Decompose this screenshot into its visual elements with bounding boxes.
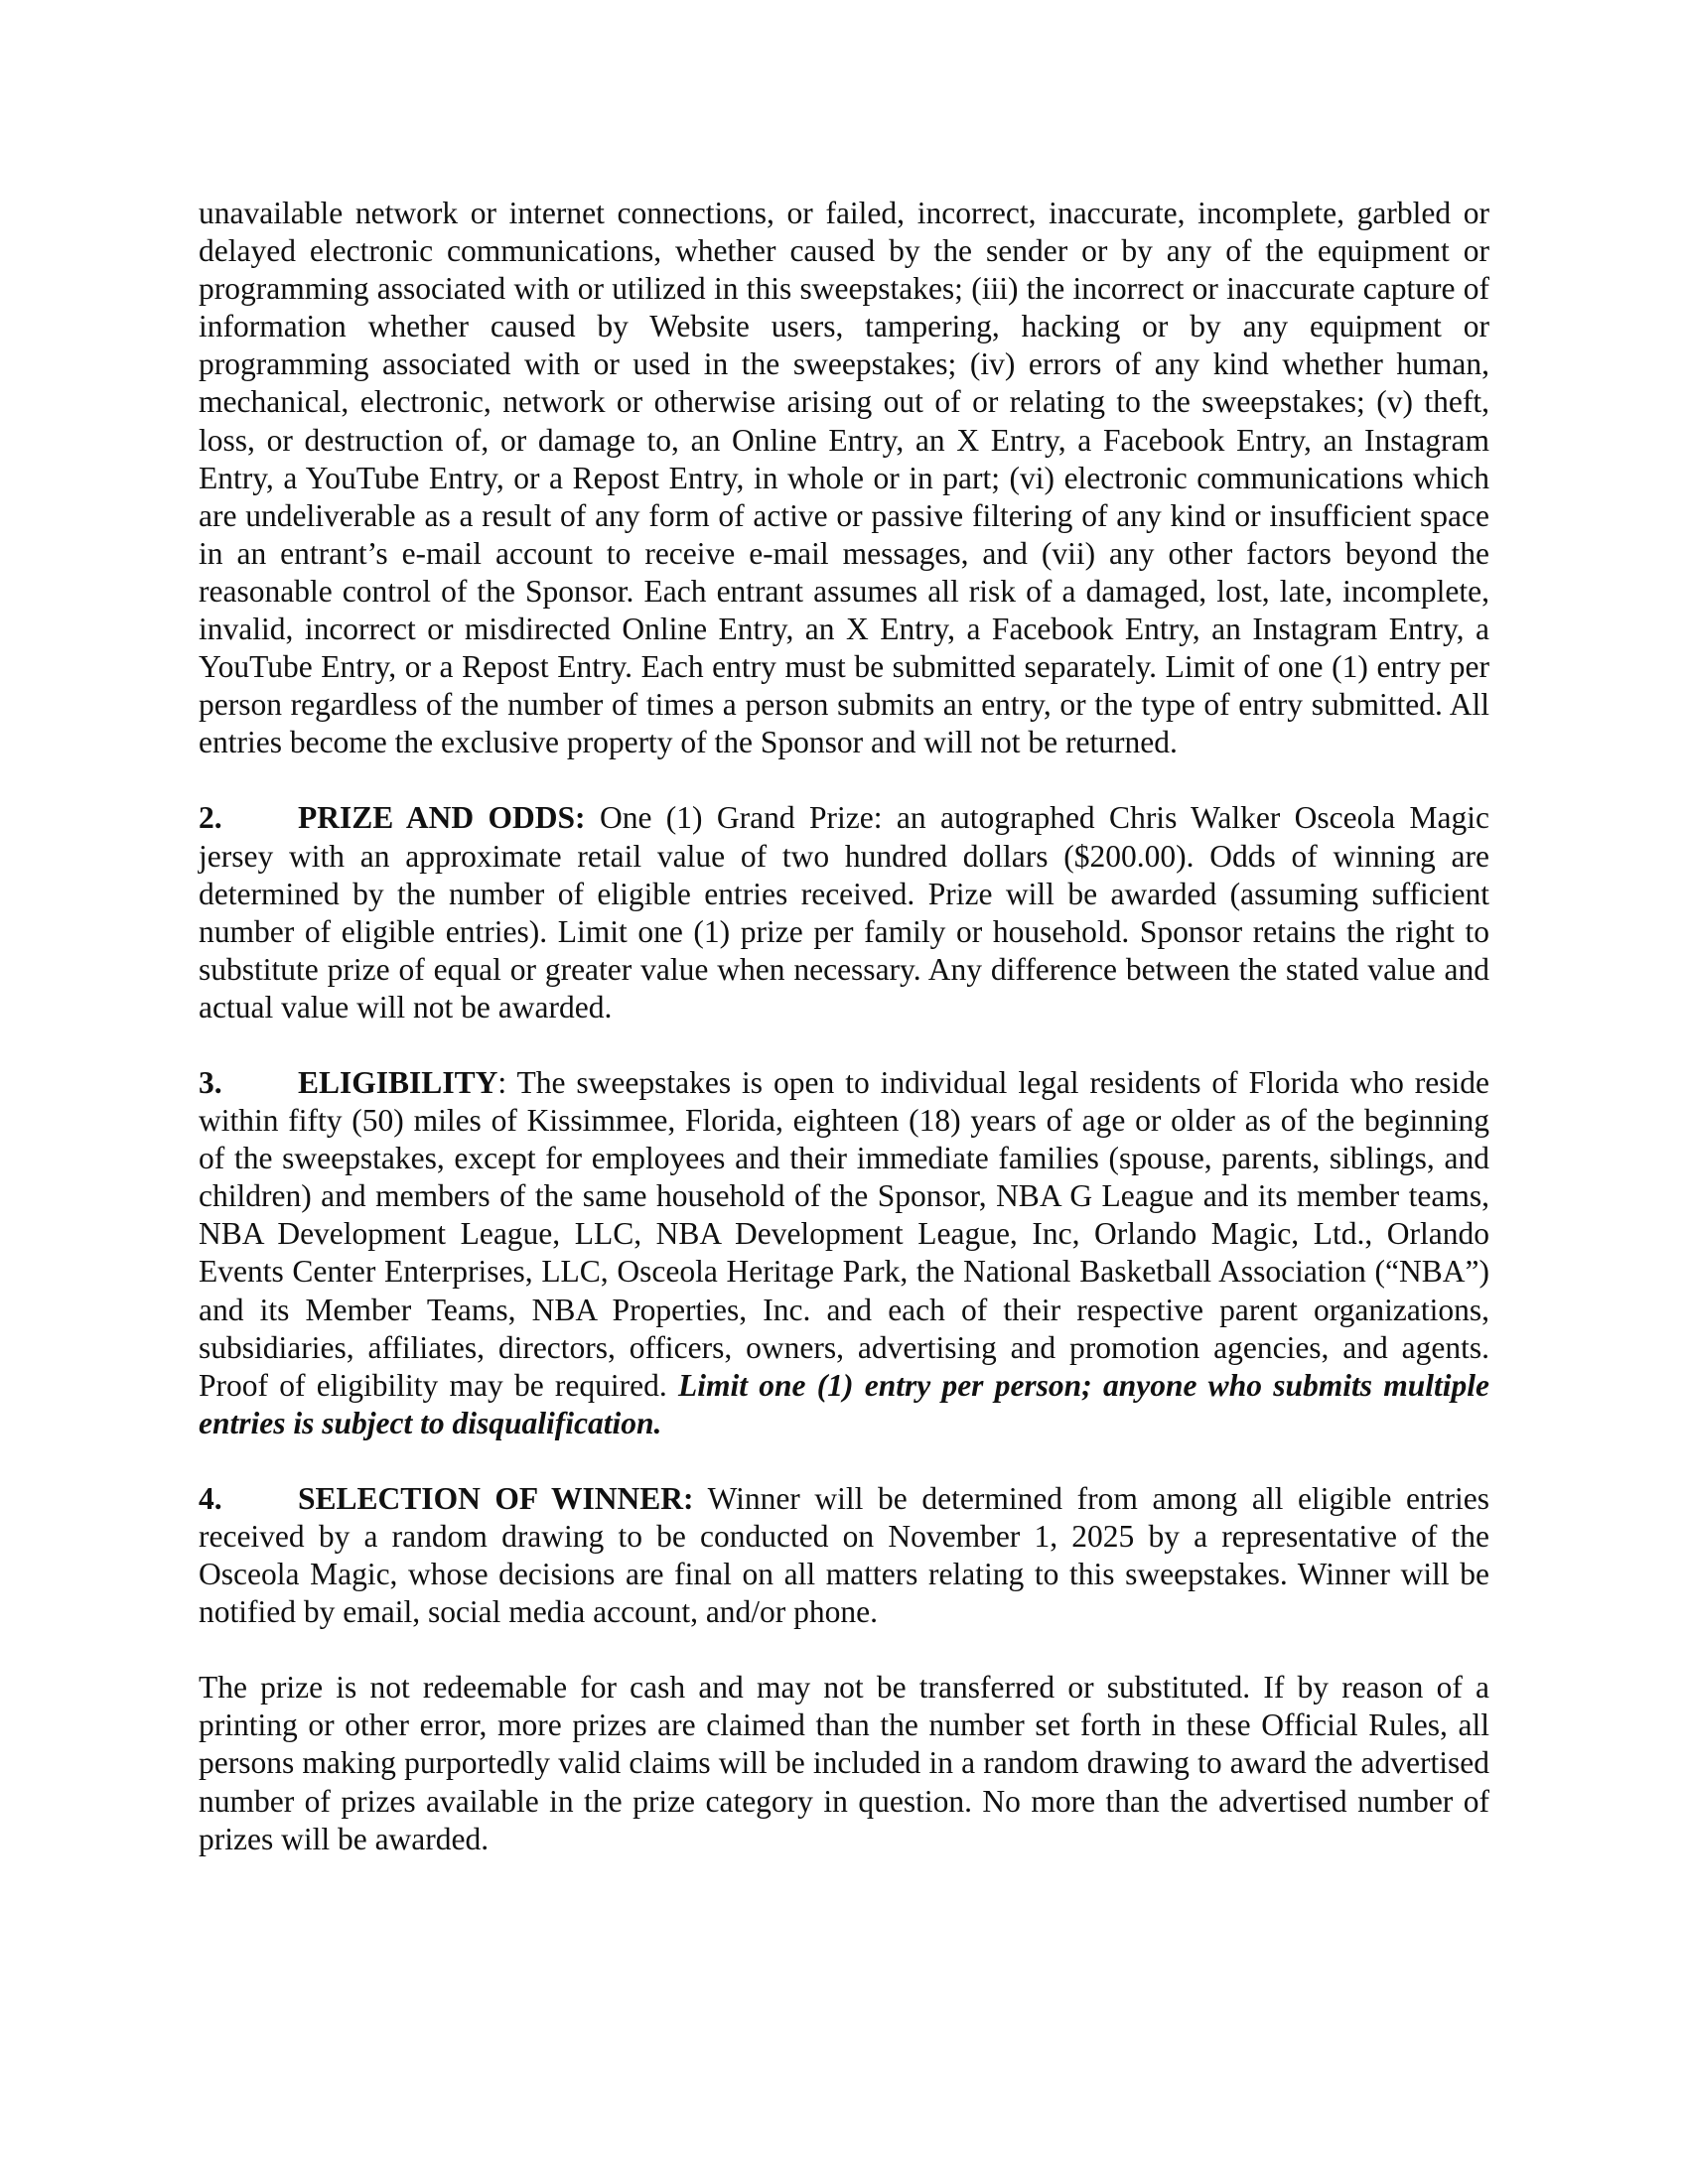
section-body: One (1) Grand Prize: an autographed Chris Walker Osceola Magic jersey with an approximate retail value of two hundred dollars ($200.00). Odds of winning are determined by the number of eligible entries received. Prize will be awarded (assuming sufficient number of eligible entries). Limit one (1) prize per family or household. Sponsor retains the right to substitute prize of equal or greater value when necessary. Any difference between the stated value and actual value will not be awarded. [199, 800, 1489, 1024]
section-number: 4. [199, 1480, 222, 1516]
section-heading: ELIGIBILITY [298, 1064, 498, 1100]
document-page [199, 195, 1489, 1858]
section-heading: PRIZE AND ODDS: [298, 800, 586, 836]
section-prize-and-odds [199, 799, 1489, 1026]
continuation-paragraph [199, 195, 1489, 761]
section-number: 3. [199, 1064, 222, 1100]
section-emphasis: Limit one (1) entry per person; anyone who submits multiple entries is subject to disqualification. [199, 1367, 1490, 1440]
section-number: 2. [199, 800, 222, 836]
section-selection-of-winner [199, 1480, 1489, 1631]
continuation-text: unavailable network or internet connections, or failed, incorrect, inaccurate, incomplete, garbled or delayed electronic communications, whether caused by the sender or by any of the equipment or programming associated with or utilized in this sweepstakes; (iii) the incorrect or inaccurate capture of information whether caused by Website users, tampering, hacking or by any equipment or programming associated with or used in the sweepstakes; (iv) errors of any kind whether human, mechanical, electronic, network or otherwise arising out of or relating to the sweepstakes; (v) theft, loss, or destruction of, or damage to, an Online Entry, an X Entry, a Facebook Entry, an Instagram Entry, a YouTube Entry, or a Repost Entry, in whole or in part; (vi) electronic communications which are undeliverable as a result of any form of active or passive filtering of any kind or insufficient space in an entrant’s e-mail account to receive e-mail messages, and (vii) any other factors beyond the reasonable control of the Sponsor. Each entrant assumes all risk of a damaged, lost, late, incomplete, invalid, incorrect or misdirected Online Entry, an X Entry, a Facebook Entry, an Instagram Entry, a YouTube Entry, or a Repost Entry. Each entry must be submitted separately. Limit of one (1) entry per person regardless of the number of times a person submits an entry, or the type of entry submitted. All entries become the exclusive property of the Sponsor and will not be returned. [199, 196, 1489, 760]
section-body: : The sweepstakes is open to individual legal residents of Florida who reside within fifty (50) miles of Kissimmee, Florida, eighteen (18) years of age or older as of the beginning of the sweepstakes, except for employees and their immediate families (spouse, parents, siblings, and children) and members of the same household of the Sponsor, NBA G League and its member teams, NBA Development League, LLC, NBA Development League, Inc, Orlando Magic, Ltd., Orlando Events Center Enterprises, LLC, Osceola Heritage Park, the National Basketball Association (“NBA”) and its Member Teams, NBA Properties, Inc. and each of their respective parent organizations, subsidiaries, affiliates, directors, officers, owners, advertising and promotion agencies, and agents. Proof of eligibility may be required. [199, 1064, 1489, 1403]
section-eligibility [199, 1064, 1489, 1442]
section-heading: SELECTION OF WINNER: [298, 1480, 694, 1516]
prize-terms-text: The prize is not redeemable for cash and may not be transferred or substituted. If by reason of a printing or other error, more prizes are claimed than the number set forth in these Official Rules, all persons making purportedly valid claims will be included in a random drawing to award the advertised number of prizes available in the prize category in question. No more than the advertised number of prizes will be awarded. [199, 1670, 1489, 1856]
section-body: Winner will be determined from among all eligible entries received by a random drawing to be conducted on November 1, 2025 by a representative of the Osceola Magic, whose decisions are final on all matters relating to this sweepstakes. Winner will be notified by email, social media account, and/or phone. [199, 1480, 1490, 1630]
prize-terms-paragraph [199, 1669, 1489, 1857]
